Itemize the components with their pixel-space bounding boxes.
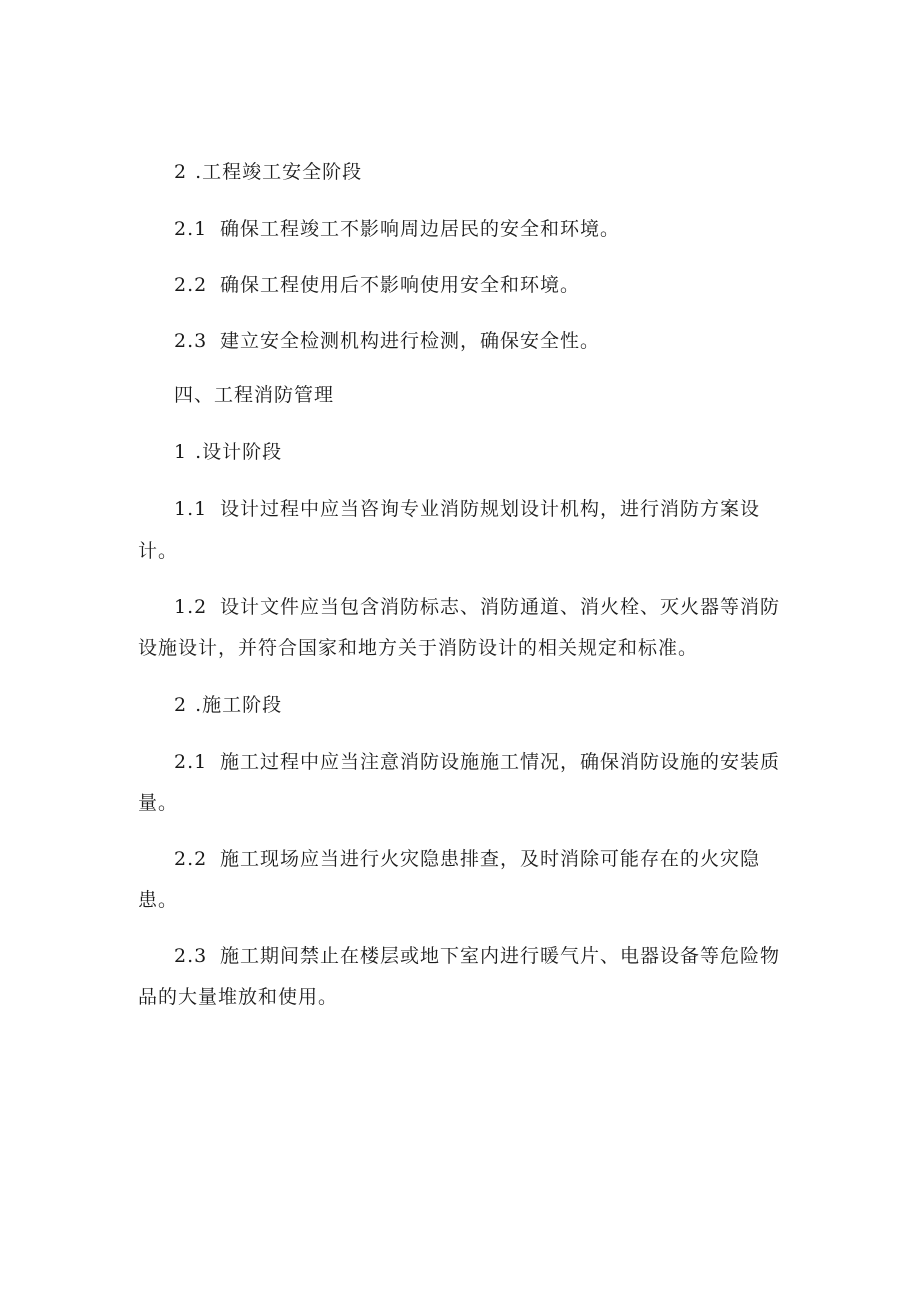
paragraph xyxy=(138,937,788,975)
chapter-heading-text: 四、工程消防管理 xyxy=(174,384,335,406)
paragraph-text: 施工期间禁止在楼层或地下室内进行暖气片、电器设备等危险物 xyxy=(220,945,781,967)
section-heading xyxy=(138,153,788,191)
paragraph-number: 2.2 xyxy=(174,848,208,870)
paragraph-text: 施工现场应当进行火灾隐患排查，及时消除可能存在的火灾隐 xyxy=(220,848,761,870)
paragraph-text: 建立安全检测机构进行检测，确保安全性。 xyxy=(220,330,601,352)
heading-number: 2 xyxy=(174,161,188,183)
paragraph xyxy=(138,210,788,248)
paragraph xyxy=(138,322,788,360)
heading-text: .设计阶段 xyxy=(195,441,283,463)
paragraph xyxy=(138,266,788,304)
section-heading xyxy=(138,686,788,724)
paragraph-continuation: 患。 xyxy=(138,889,179,911)
paragraph-text: 确保工程竣工不影响周边居民的安全和环境。 xyxy=(220,218,621,240)
paragraph-text: 确保工程使用后不影响使用安全和环境。 xyxy=(220,274,581,296)
heading-number: 2 xyxy=(174,694,188,716)
paragraph xyxy=(138,743,788,781)
heading-text: .工程竣工安全阶段 xyxy=(195,161,363,183)
paragraph xyxy=(138,588,788,626)
heading-text: .施工阶段 xyxy=(195,694,283,716)
paragraph-continuation: 品的大量堆放和使用。 xyxy=(138,986,339,1008)
chapter-heading xyxy=(138,376,788,414)
paragraph-text: 设计文件应当包含消防标志、消防通道、消火栓、灭火器等消防 xyxy=(220,596,781,618)
paragraph-number: 2.1 xyxy=(174,218,208,240)
heading-number: 1 xyxy=(174,441,188,463)
paragraph-number: 2.1 xyxy=(174,751,208,773)
paragraph-number: 2.3 xyxy=(174,945,208,967)
paragraph-continuation: 设施设计，并符合国家和地方关于消防设计的相关规定和标准。 xyxy=(138,637,699,659)
paragraph xyxy=(138,490,788,528)
paragraph-number: 2.2 xyxy=(174,274,208,296)
paragraph-number: 1.1 xyxy=(174,498,208,520)
paragraph-number: 1.2 xyxy=(174,596,208,618)
paragraph-continuation: 计。 xyxy=(138,540,179,562)
paragraph-number: 2.3 xyxy=(174,330,208,352)
paragraph-text: 施工过程中应当注意消防设施施工情况，确保消防设施的安装质 xyxy=(220,751,781,773)
paragraph-continuation: 量。 xyxy=(138,792,179,814)
paragraph-text: 设计过程中应当咨询专业消防规划设计机构，进行消防方案设 xyxy=(220,498,761,520)
paragraph xyxy=(138,840,788,878)
section-heading xyxy=(138,433,788,471)
